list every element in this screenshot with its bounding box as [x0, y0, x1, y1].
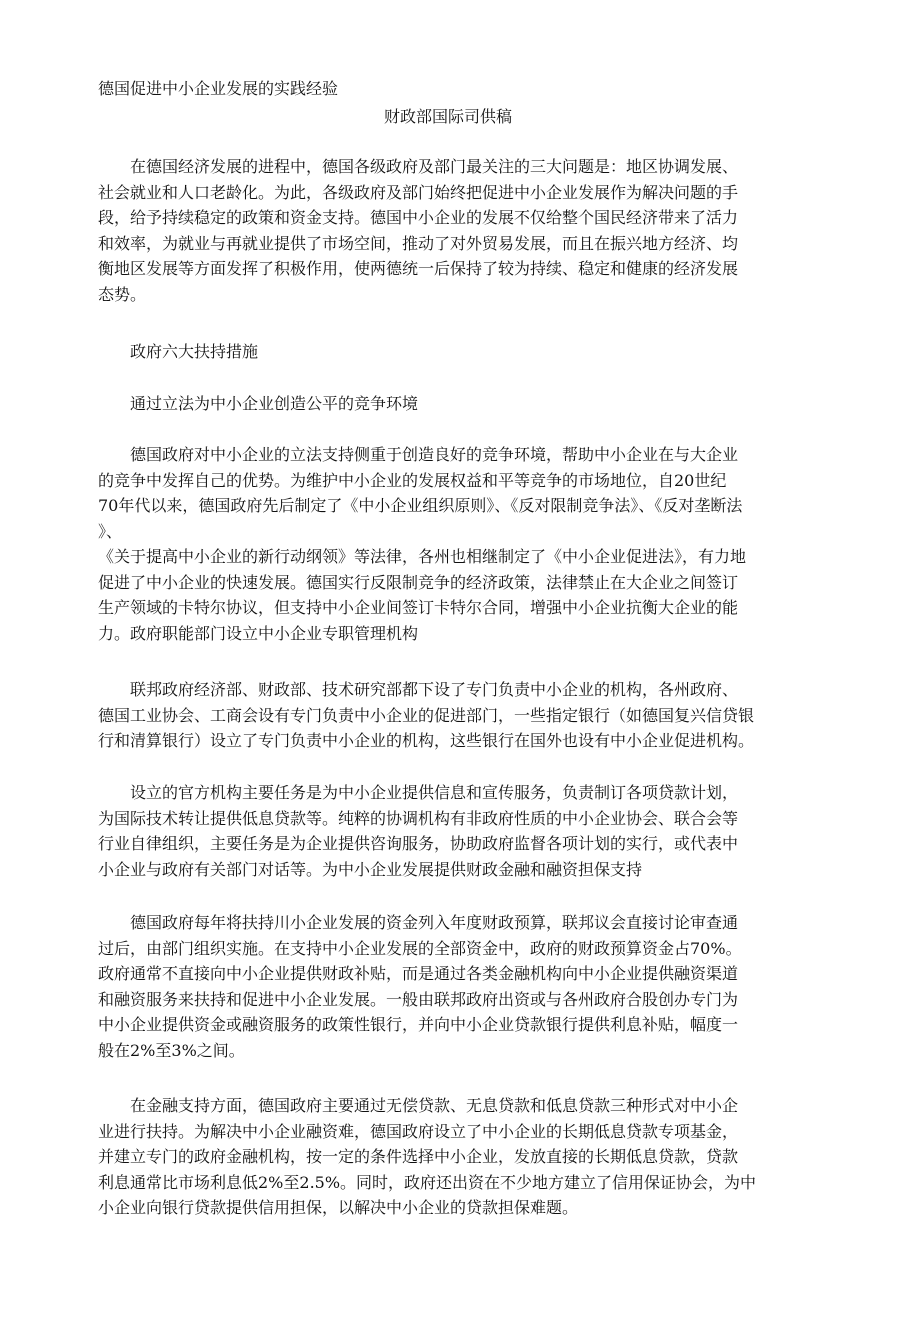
- subsection-heading: 通过立法为中小企业创造公平的竞争环境: [130, 394, 419, 413]
- paragraph-line: 小企业向银行贷款提供信用担保，以解决中小企业的贷款担保难题。: [98, 1198, 579, 1217]
- paragraph-fiscal-support: [98, 910, 818, 1063]
- paragraph-financial-support: [98, 1093, 818, 1221]
- paragraph-line: 段，给予持续稳定的政策和资金支持。德国中小企业的发展不仅给整个国民经济带来了活力: [98, 208, 739, 227]
- document-source: 财政部国际司供稿: [384, 107, 513, 126]
- paragraph-line: 利息通常比市场利息低2%至2.5%。同时，政府还出资在不少地方建立了信用保证协会，为中: [98, 1172, 757, 1192]
- paragraph-line: 在德国经济发展的进程中，德国各级政府及部门最关注的三大问题是：地区协调发展、: [98, 157, 739, 176]
- paragraph-line: 德国政府每年将扶持川小企业发展的资金列入年度财政预算，联邦议会直接讨论审查通: [98, 913, 739, 932]
- paragraph-line: 行业自律组织，主要任务是为企业提供咨询服务，协助政府监督各项计划的实行，或代表中: [98, 834, 739, 853]
- paragraph-line: 促进了中小企业的快速发展。德国实行反限制竞争的经济政策，法律禁止在大企业之间签订: [98, 572, 739, 592]
- paragraph-line: 联邦政府经济部、财政部、技术研究部都下设了专门负责中小企业的机构，各州政府、: [98, 680, 739, 699]
- paragraph-line: 设立的官方机构主要任务是为中小企业提供信息和宣传服务，负责制订各项贷款计划，: [98, 783, 739, 802]
- paragraph-line: 和融资服务来扶持和促进中小企业发展。一般由联邦政府出资或与各州政府合股创办专门为: [98, 989, 739, 1009]
- section-heading: 政府六大扶持措施: [130, 342, 259, 361]
- paragraph-line: 在金融支持方面，德国政府主要通过无偿贷款、无息贷款和低息贷款三种形式对中小企: [98, 1096, 739, 1115]
- paragraph-line: 行和清算银行）设立了专门负责中小企业的机构，这些银行在国外也设有中小企业促进机构。: [98, 731, 755, 750]
- paragraph-line: 业进行扶持。为解决中小企业融资难，德国政府设立了中小企业的长期低息贷款专项基金，: [98, 1121, 739, 1141]
- paragraph-line: 为国际技术转让提供低息贷款等。纯粹的协调机构有非政府性质的中小企业协会、联合会等: [98, 808, 739, 828]
- paragraph-line: 衡地区发展等方面发挥了积极作用，使两德统一后保持了较为持续、稳定和健康的经济发展: [98, 259, 739, 278]
- paragraph-line: 并建立专门的政府金融机构，按一定的条件选择中小企业，发放直接的长期低息贷款，贷款: [98, 1147, 739, 1166]
- paragraph-official-agencies: [98, 780, 818, 882]
- document-title: 德国促进中小企业发展的实践经验: [98, 79, 339, 98]
- paragraph-line: 态势。: [98, 284, 147, 304]
- paragraph-line: 般在2%至3%之间。: [98, 1040, 245, 1060]
- paragraph-line: 德国工业协会、工商会设有专门负责中小企业的促进部门，一些指定银行（如德国复兴信贷银: [98, 705, 755, 725]
- paragraph-line: 小企业与政府有关部门对话等。为中小企业发展提供财政金融和融资担保支持: [98, 859, 643, 879]
- paragraph-line: 生产领域的卡特尔协议，但支持中小企业间签订卡特尔合同，增强中小企业抗衡大企业的能: [98, 598, 739, 617]
- paragraph-line: 70年代以来，德国政府先后制定了《中小企业组织原则》、《反对限制竞争法》、《反对垄断法: [98, 496, 743, 515]
- paragraph-line: 力。政府职能部门设立中小企业专职管理机构: [98, 623, 419, 643]
- paragraph-line: 和效率，为就业与再就业提供了市场空间，推动了对外贸易发展，而且在振兴地方经济、均: [98, 233, 739, 253]
- paragraph-legislation: [98, 442, 818, 646]
- paragraph-intro: [98, 154, 818, 307]
- paragraph-line: 《关于提高中小企业的新行动纲领》等法律，各州也相继制定了《中小企业促进法》，有力地: [98, 547, 747, 566]
- paragraph-line: 德国政府对中小企业的立法支持侧重于创造良好的竞争环境，帮助中小企业在与大企业: [98, 445, 739, 464]
- paragraph-line: 》、: [98, 521, 123, 541]
- paragraph-line: 的竞争中发挥自己的优势。为维护中小企业的发展权益和平等竞争的市场地位，自20世纪: [98, 470, 727, 490]
- paragraph-institutions: [98, 677, 818, 754]
- paragraph-line: 中小企业提供资金或融资服务的政策性银行，并向中小企业贷款银行提供利息补贴，幅度一: [98, 1015, 739, 1034]
- paragraph-line: 社会就业和人口老龄化。为此，各级政府及部门始终把促进中小企业发展作为解决问题的手: [98, 182, 739, 202]
- paragraph-line: 政府通常不直接向中小企业提供财政补贴，而是通过各类金融机构向中小企业提供融资渠道: [98, 964, 739, 983]
- paragraph-line: 过后，由部门组织实施。在支持中小企业发展的全部资金中，政府的财政预算资金占70%。: [98, 938, 742, 958]
